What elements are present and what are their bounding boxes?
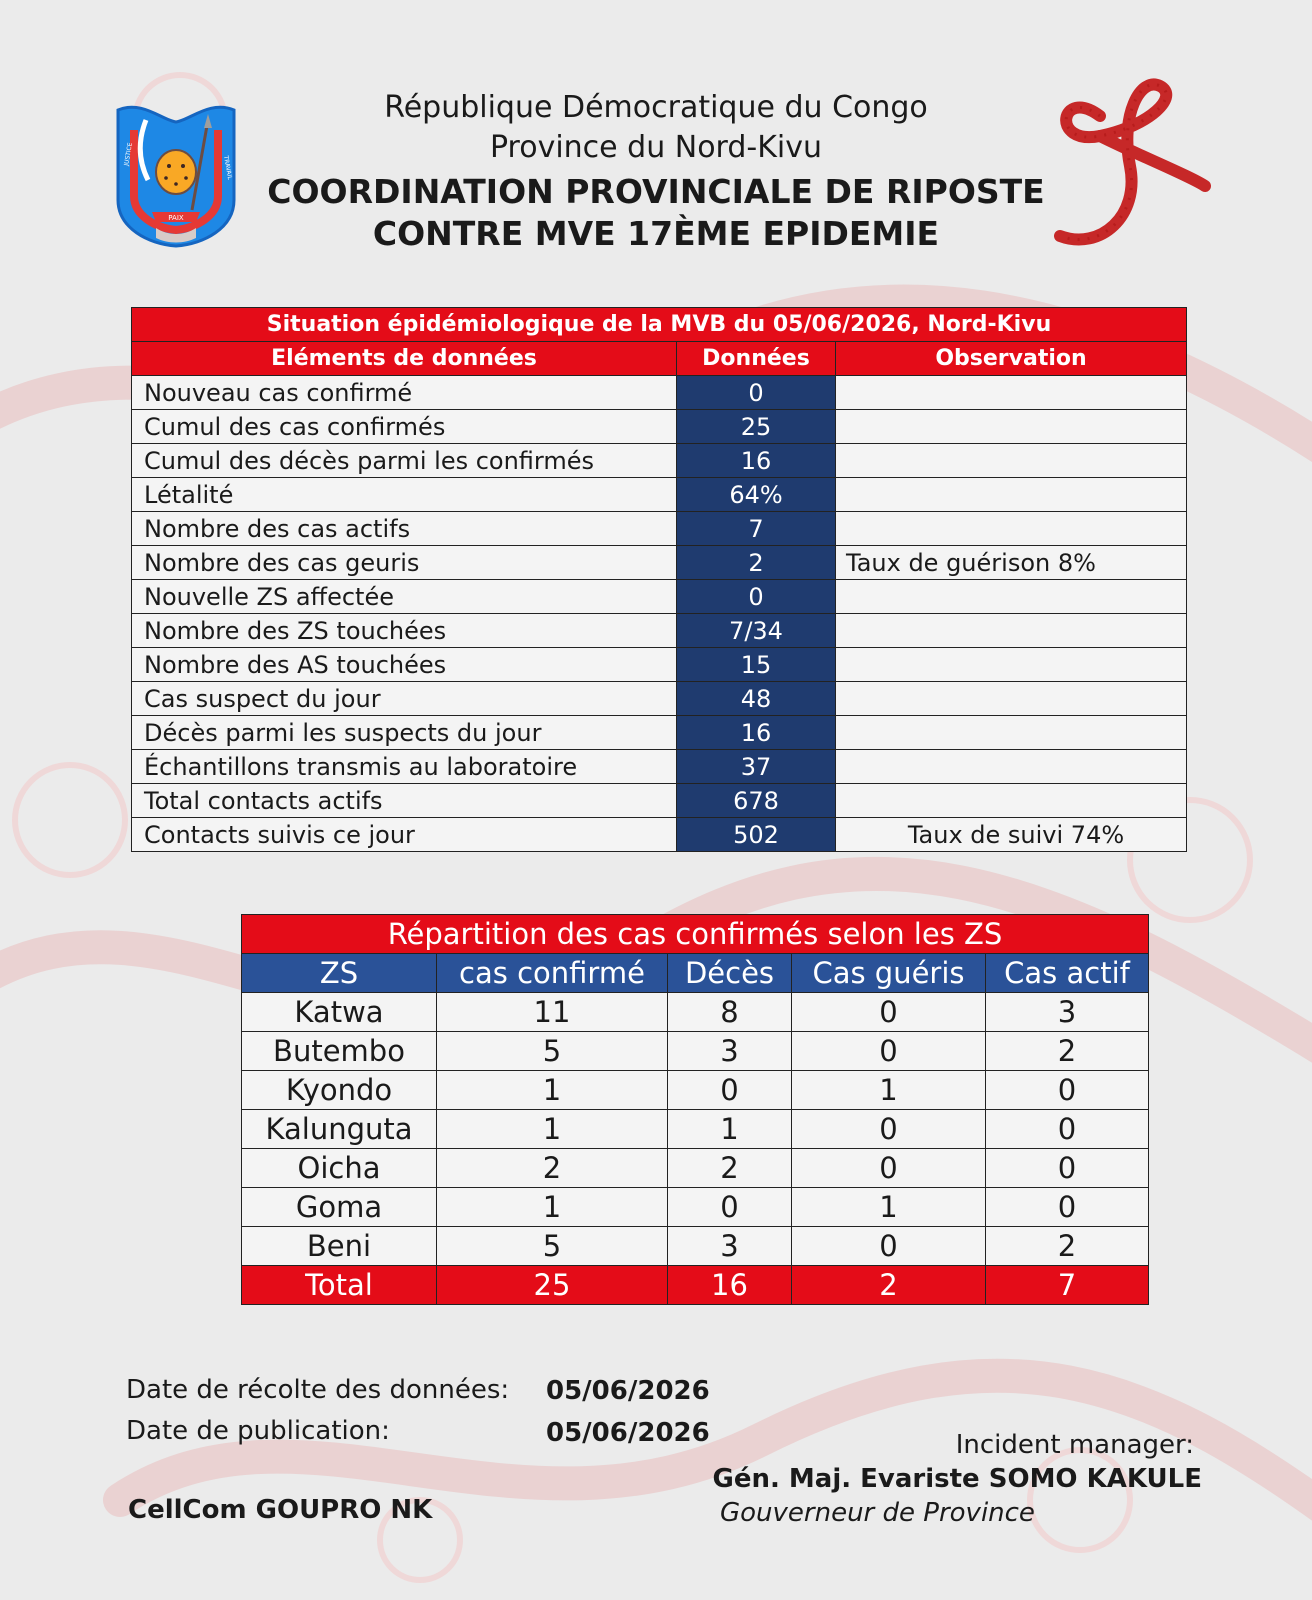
situation-row-value: 0 [677,580,836,614]
situation-row-label: Létalité [132,478,677,512]
situation-row-observation [836,648,1187,682]
situation-row-label: Échantillons transmis au laboratoire [132,750,677,784]
zs-value-cell: 1 [437,1188,668,1227]
zs-value-cell: 2 [668,1149,792,1188]
situation-row-value: 48 [677,682,836,716]
situation-row [132,784,1187,818]
zs-value-cell: 1 [668,1110,792,1149]
zs-row [242,1032,1149,1071]
collect-date-label: Date de récolte des données: [126,1375,510,1405]
situation-row [132,716,1187,750]
zs-value-cell: 0 [792,1032,986,1071]
zs-value-cell: 3 [986,993,1149,1032]
situation-row [132,750,1187,784]
incident-manager-title: Gouverneur de Province [720,1498,1035,1528]
collect-date-value: 05/06/2026 [546,1376,710,1406]
situation-row-label: Cas suspect du jour [132,682,677,716]
situation-row [132,818,1187,852]
situation-row-value: 37 [677,750,836,784]
zs-value-cell: 0 [792,1227,986,1266]
source-label: CellCom GOUPRO NK [128,1495,433,1525]
situation-row-label: Nouvelle ZS affectée [132,580,677,614]
situation-row-observation [836,580,1187,614]
zs-col-header-confirmed: cas confirmé [437,954,668,993]
svg-text:TRAVAIL: TRAVAIL [222,155,234,181]
situation-row [132,682,1187,716]
situation-row-value: 16 [677,716,836,750]
zs-name-cell: Oicha [242,1149,437,1188]
situation-row [132,410,1187,444]
zs-value-cell: 1 [792,1071,986,1110]
zs-total-row [242,1266,1149,1305]
situation-row-label: Nombre des ZS touchées [132,614,677,648]
zs-value-cell: 2 [986,1032,1149,1071]
situation-table-title: Situation épidémiologique de la MVB du 05/06/2026, Nord-Kivu [132,308,1187,342]
header-title-line2: CONTRE MVE 17ÈME EPIDEMIE [372,214,940,253]
zs-col-header-recovered: Cas guéris [792,954,986,993]
situation-row-label: Cumul des décès parmi les confirmés [132,444,677,478]
situation-row-value: 7/34 [677,614,836,648]
situation-row-label: Nombre des AS touchées [132,648,677,682]
header-country: République Démocratique du Congo [384,90,928,125]
zs-value-cell: 5 [437,1227,668,1266]
zs-row [242,1110,1149,1149]
publication-date-value: 05/06/2026 [546,1418,710,1448]
situation-row-observation [836,376,1187,410]
zs-value-cell: 0 [792,1149,986,1188]
situation-row-observation: Taux de suivi 74% [836,818,1187,852]
situation-row-observation [836,784,1187,818]
zs-name-cell: Katwa [242,993,437,1032]
situation-row-value: 15 [677,648,836,682]
zs-name-cell: Kalunguta [242,1110,437,1149]
zs-row [242,993,1149,1032]
zs-value-cell: 3 [668,1227,792,1266]
zs-row [242,1149,1149,1188]
situation-row-label: Contacts suivis ce jour [132,818,677,852]
zs-total-cell: 16 [668,1266,792,1305]
zs-row [242,1071,1149,1110]
zs-value-cell: 5 [437,1032,668,1071]
situation-row-value: 0 [677,376,836,410]
situation-row-observation [836,750,1187,784]
zs-row [242,1227,1149,1266]
situation-row-value: 678 [677,784,836,818]
zs-total-cell: 2 [792,1266,986,1305]
header-title-line1: COORDINATION PROVINCIALE DE RIPOSTE [267,172,1045,211]
situation-row-label: Nombre des cas geuris [132,546,677,580]
situation-row-value: 64% [677,478,836,512]
situation-row [132,546,1187,580]
situation-row-label: Nouveau cas confirmé [132,376,677,410]
zs-value-cell: 3 [668,1032,792,1071]
zs-value-cell: 8 [668,993,792,1032]
col-header-donnees: Données [677,342,836,376]
svg-text:JUSTICE: JUSTICE [123,142,135,167]
zs-value-cell: 0 [986,1071,1149,1110]
situation-row-value: 7 [677,512,836,546]
col-header-observation: Observation [836,342,1187,376]
incident-manager-name: Gén. Maj. Evariste SOMO KAKULE [712,1464,1202,1494]
zs-total-cell: 7 [986,1266,1149,1305]
zs-value-cell: 1 [437,1110,668,1149]
situation-row-observation [836,716,1187,750]
svg-text:PAIX: PAIX [168,214,184,222]
zs-name-cell: Goma [242,1188,437,1227]
situation-row-value: 16 [677,444,836,478]
zs-value-cell: 0 [668,1188,792,1227]
situation-row [132,376,1187,410]
situation-row-observation [836,478,1187,512]
situation-row-observation [836,512,1187,546]
situation-row-observation: Taux de guérison 8% [836,546,1187,580]
situation-row [132,478,1187,512]
zs-distribution-table [241,914,1149,1305]
zs-value-cell: 1 [792,1188,986,1227]
situation-row [132,614,1187,648]
incident-manager-label: Incident manager: [955,1430,1194,1460]
situation-row-observation [836,682,1187,716]
situation-row [132,648,1187,682]
situation-row-value: 2 [677,546,836,580]
zs-row [242,1188,1149,1227]
situation-row-value: 502 [677,818,836,852]
col-header-elements: Eléments de données [132,342,677,376]
zs-value-cell: 2 [986,1227,1149,1266]
zs-value-cell: 0 [668,1071,792,1110]
situation-table [131,307,1187,852]
zs-value-cell: 0 [986,1188,1149,1227]
zs-value-cell: 0 [986,1149,1149,1188]
situation-row-label: Total contacts actifs [132,784,677,818]
situation-row-value: 25 [677,410,836,444]
situation-row-label: Nombre des cas actifs [132,512,677,546]
publication-date-label: Date de publication: [126,1416,390,1446]
zs-value-cell: 0 [986,1110,1149,1149]
situation-row-label: Décès parmi les suspects du jour [132,716,677,750]
zs-col-header-zs: ZS [242,954,437,993]
zs-table-title: Répartition des cas confirmés selon les ZS [242,915,1149,954]
situation-row-observation [836,614,1187,648]
zs-value-cell: 2 [437,1149,668,1188]
zs-total-cell: 25 [437,1266,668,1305]
zs-value-cell: 0 [792,993,986,1032]
situation-row-observation [836,410,1187,444]
zs-col-header-deaths: Décès [668,954,792,993]
zs-col-header-active: Cas actif [986,954,1149,993]
zs-total-cell: Total [242,1266,437,1305]
header-province: Province du Nord-Kivu [489,130,823,165]
zs-name-cell: Beni [242,1227,437,1266]
situation-row [132,444,1187,478]
zs-name-cell: Butembo [242,1032,437,1071]
zs-value-cell: 11 [437,993,668,1032]
zs-value-cell: 0 [792,1110,986,1149]
situation-row [132,580,1187,614]
situation-row [132,512,1187,546]
situation-row-observation [836,444,1187,478]
situation-row-label: Cumul des cas confirmés [132,410,677,444]
zs-name-cell: Kyondo [242,1071,437,1110]
zs-value-cell: 1 [437,1071,668,1110]
